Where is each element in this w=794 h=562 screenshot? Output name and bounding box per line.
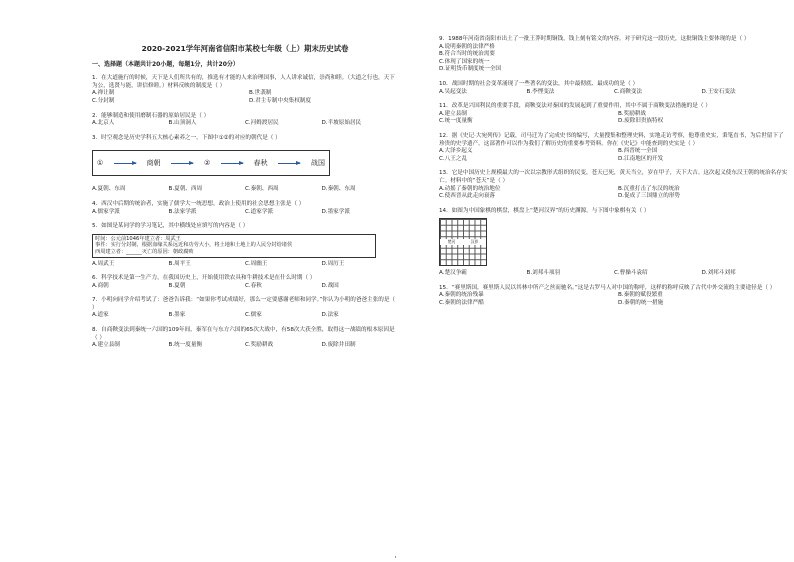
option-d[interactable]: D.王安石变法 (701, 88, 736, 95)
option-b[interactable]: B.李悝变法 (526, 88, 555, 95)
option-d[interactable]: D.秦朝的统一措施 (618, 300, 664, 307)
option-b[interactable]: B.秦朝的赋役繁重 (618, 292, 663, 299)
option-d[interactable]: D.废除旧贵族特权 (618, 118, 664, 125)
option-a[interactable]: A.楚汉争霸 (439, 270, 467, 277)
study-notes-box (92, 234, 376, 258)
option-d[interactable]: D.法家 (321, 312, 339, 319)
option-c[interactable]: C.八王之乱 (439, 155, 468, 162)
option-c[interactable]: C.统一度量衡 (439, 118, 473, 125)
option-b[interactable]: B.世袭制 (249, 90, 272, 97)
option-d[interactable]: D.证明货币制度统一全国 (439, 66, 502, 73)
question-12 (439, 133, 789, 163)
timeline-item-1: ① (96, 158, 104, 167)
question-stem: 4．西汉中后期的统治者，实施了儒学大一统思想，政治上使用的社会思想主张是（ ） (92, 200, 305, 207)
option-a[interactable]: A.商朝 (92, 282, 109, 289)
question-stem: 14．如图为中国象棋的棋盘，棋盘上“楚河汉界”的历史渊源。与下图中象棋有关（ ） (439, 207, 650, 214)
question-stem: 15．“赛里斯国，赛里斯人民以其林中所产之丝而驰名。”这是古罗马人对中国的称呼，这样的称呼反映了古代中外交流的主要途径是（ ） (439, 284, 776, 291)
answer-options (92, 186, 398, 194)
river-label-chu: 楚河 (447, 239, 456, 245)
arrow-right-icon (114, 163, 136, 164)
left-column (92, 36, 398, 357)
exam-page (66, 36, 788, 556)
option-d[interactable]: D.战国 (321, 282, 339, 289)
option-d[interactable]: D.半坡原始居民 (321, 120, 362, 127)
chess-board-river (440, 239, 486, 245)
question-stem: 1．在大道施行的时候，天下是人们所共有的，推选有才能的人来治理国事，人人讲求诚信，崇尚和睦。（大道之行也，天下为公，选贤与能，讲信修睦。）材料反映的制度是（ ） (92, 75, 395, 89)
chess-board-image (439, 218, 487, 266)
answer-options (439, 111, 789, 126)
option-b[interactable]: B.西晋统一全国 (618, 148, 658, 155)
answer-options (439, 148, 789, 163)
option-d[interactable]: D.周厉王 (321, 260, 345, 267)
option-c[interactable]: C.奖励耕战 (245, 342, 274, 349)
question-stem: 6．科学技术是第一生产力，在我国历史上，开始使用铁农具和牛耕技术是在什么时期（ ） (92, 275, 316, 282)
question-11 (439, 103, 789, 126)
dynasty-timeline (92, 150, 330, 176)
right-column (439, 36, 789, 315)
answer-options (92, 90, 398, 105)
option-a[interactable]: A.道家 (92, 312, 109, 319)
option-a[interactable]: A.说明秦朝的法律严格 (439, 43, 495, 50)
question-5 (92, 223, 398, 268)
answer-options (92, 209, 398, 217)
option-c[interactable]: C.分封制 (92, 97, 115, 104)
answer-options (439, 44, 789, 74)
option-b[interactable]: B.周平王 (168, 260, 191, 267)
option-b[interactable]: B.符合当时的统治需要 (439, 51, 495, 58)
question-3 (92, 135, 398, 194)
option-a[interactable]: A.北京人 (92, 120, 115, 127)
answer-options (439, 292, 789, 307)
question-15 (439, 285, 789, 308)
option-c[interactable]: C.体现了国家的统一 (439, 58, 490, 65)
answer-options (439, 186, 789, 201)
option-a[interactable]: A.禅让制 (92, 90, 115, 97)
option-a[interactable]: A.建立县制 (439, 110, 467, 117)
option-c[interactable]: C.曹操斗袁绍 (614, 270, 648, 277)
option-b[interactable]: B.法家学派 (168, 208, 197, 215)
timeline-item-3: ② (203, 158, 211, 167)
option-c[interactable]: C.儒家 (245, 312, 262, 319)
option-c[interactable]: C.秦朝、西周 (245, 186, 279, 193)
question-stem: 2．能够制造和使用磨制石器的原始居民是（ ） (92, 112, 210, 119)
answer-options (92, 312, 398, 320)
timeline-item-4: 春秋 (253, 158, 268, 167)
question-stem: 10．战国时期的社会变革涌现了一些著名的变法，其中最彻底、最成功的是（ ） (439, 80, 639, 87)
arrow-right-icon (171, 163, 193, 164)
answer-options (439, 89, 789, 97)
option-b[interactable]: B.统一度量衡 (168, 342, 203, 349)
option-a[interactable]: A.秦朝的统治残暴 (439, 292, 484, 299)
option-d[interactable]: D.秦朝、东周 (321, 186, 356, 193)
option-b[interactable]: B.刘邦斗项羽 (526, 270, 561, 277)
river-label-han: 汉界 (470, 239, 479, 245)
notes-line: 西周建立者：______灭亡的原因：朝政腐败 (95, 248, 194, 255)
option-a[interactable]: A.夏朝、东周 (92, 186, 126, 193)
option-b[interactable]: B.墨家 (168, 312, 186, 319)
question-1 (92, 75, 398, 105)
option-a[interactable]: A.建立县制 (92, 342, 120, 349)
option-c[interactable]: C.周幽王 (245, 260, 268, 267)
option-d[interactable]: D.墨家学派 (321, 208, 350, 215)
option-b[interactable]: B.沉重打击了东汉的统治 (618, 185, 680, 192)
question-stem: 12．据《史记·大宛列传》记载，司马迁为了完成史书的编写，大量搜集和整理史料，实地走访考察，他尊重史实，秉笔直书，为后世留下了珍贵的史学遗产。这部著作可以作为我们了解历史的重要参考资料。你在《史记》中能查到的史实是（ ） (439, 132, 784, 147)
option-a[interactable]: A.儒家学派 (92, 208, 120, 215)
option-c[interactable]: C.商鞅变法 (614, 88, 643, 95)
option-a[interactable]: A.动摇了秦朝的统治地位 (439, 185, 501, 192)
answer-options (92, 342, 398, 350)
option-c[interactable]: C.春秋 (245, 282, 262, 289)
question-13 (439, 170, 789, 200)
timeline-item-5: 战国 (311, 158, 326, 167)
answer-options (92, 283, 398, 291)
option-a[interactable]: A.大泽乡起义 (439, 148, 473, 155)
question-stem: 5．如图是某同学的学习笔记，其中横线处应填写的内容是（ ） (92, 223, 249, 230)
question-8 (92, 327, 398, 350)
option-d[interactable]: D.君主专制中央集权制度 (249, 97, 312, 104)
arrow-right-icon (221, 163, 243, 164)
question-stem: 3．时空观念是历史学科五大核心素养之一。下图中①②的对应的朝代是（ ） (92, 134, 281, 141)
option-c[interactable]: C.使西晋从此走向衰落 (439, 193, 496, 200)
question-stem: 7．小明向同学介绍考试了：爸爸告诉我：“如果你考试成绩好，那么一定要感谢老师和同学。”你认为小明的爸爸主张的是（ ） (92, 297, 396, 311)
question-4 (92, 201, 398, 216)
notes-line: 事件：实行分封制，根据血缘关系远近和功劳大小，将土地和土地上的人民分封给诸侯 (95, 242, 293, 249)
option-c[interactable]: C.秦朝的法律严酷 (439, 300, 484, 307)
option-d[interactable]: D.促成了三国鼎立的形势 (618, 193, 681, 200)
option-a[interactable]: A.吴起变法 (439, 88, 467, 95)
timeline-item-2: 商朝 (146, 158, 161, 167)
option-a[interactable]: A.周武王 (92, 260, 115, 267)
question-7 (92, 297, 398, 320)
question-stem: 11．改革是兴国利民的重要手段，商鞅变法对秦国的发展起到了重要作用，其中不属于商鞅变法措施的是（ ） (439, 103, 711, 110)
notes-line: 时间：公元前1046年建立者：周武王 (95, 235, 181, 242)
option-c[interactable]: C.河姆渡居民 (245, 120, 279, 127)
option-b[interactable]: B.山顶洞人 (168, 120, 197, 127)
question-14 (439, 208, 789, 278)
arrow-right-icon (278, 163, 300, 164)
question-stem: 8．自商鞅变法到秦统一六国的109年间，秦军在与东方六国的65次大战中，有58次大获全胜，取得这一战绩的根本原因是（ ） (92, 327, 395, 341)
question-stem: 13．它是中国历史上规模最大的一次以宗教形式组织的民变，苍天已死，黄天当立，岁在甲子，天下大吉。这次起义使东汉王朝的统治名存实亡。材料中的“苍天”是（ ） (439, 170, 788, 184)
option-b[interactable]: B.夏朝、西周 (168, 186, 203, 193)
exam-title: 2020-2021学年河南省信阳市某校七年级（上）期末历史试卷 (141, 44, 349, 53)
answer-options (92, 120, 398, 128)
option-c[interactable]: C.道家学派 (245, 208, 274, 215)
question-2 (92, 113, 398, 128)
option-d[interactable]: D.刘邦斗刘邦 (701, 270, 736, 277)
answer-options (92, 261, 398, 269)
option-d[interactable]: D.废除井田制 (321, 342, 356, 349)
answer-options (439, 270, 789, 278)
option-b[interactable]: B.奖励耕战 (618, 110, 646, 117)
option-d[interactable]: D.江南地区的开发 (618, 155, 664, 162)
question-9 (439, 36, 789, 74)
question-6 (92, 275, 398, 290)
option-b[interactable]: B.夏朝 (168, 282, 186, 289)
section-title: 一、选择题（本题共计20小题，每题1分，共计20分） (92, 60, 239, 68)
question-10 (439, 81, 789, 96)
question-stem: 9．1988年河南省南阳市出土了一批王莽时期铜钱，钱上刻有铭文的内容。对于研究这一段历史，这批铜钱主要体现的是（ ） (439, 36, 750, 42)
